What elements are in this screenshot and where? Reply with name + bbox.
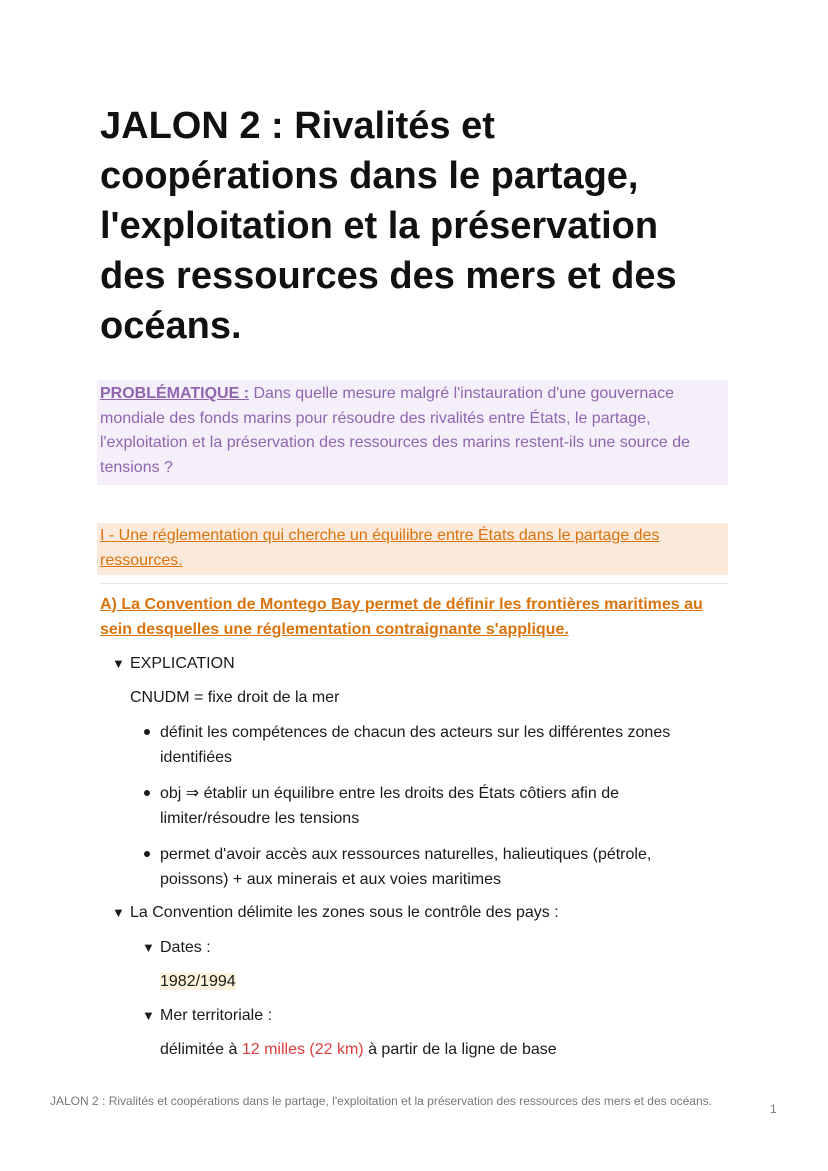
page-number: 1 <box>770 1102 777 1116</box>
toggle-dates-label: Dates : <box>160 939 211 956</box>
problematique-text: Dans quelle mesure malgré l'instauration d'une gouvernace mondiale des fonds marins pour résoudre des rivalités entre États, le partage, l'exploitation et la préservation des ressources des marins restent-ils une source de tensions ? <box>100 385 691 477</box>
page-title: JALON 2 : Rivalités et coopérations dans le partage, l'exploitation et la préservation des ressources des mers et des océans. <box>100 105 677 347</box>
bullet-dot-icon <box>144 851 150 857</box>
mer-distance-highlight: 12 milles (22 km) <box>241 1041 364 1058</box>
toggle-explication[interactable] <box>112 652 235 676</box>
mer-text-after: à partir de la ligne de base <box>363 1041 557 1058</box>
toggle-mer-territoriale[interactable] <box>142 1004 272 1028</box>
triangle-down-icon[interactable]: ▼ <box>112 656 125 671</box>
mer-territoriale-text <box>160 1038 557 1062</box>
toggle-mer-label: Mer territoriale : <box>160 1007 273 1024</box>
toggle-convention-label: La Convention délimite les zones sous le contrôle des pays : <box>130 904 559 921</box>
dates-value <box>160 970 236 994</box>
problematique-callout <box>97 380 728 485</box>
divider <box>100 583 728 584</box>
bullet-dot-icon <box>144 729 150 735</box>
dates-value-text: 1982/1994 <box>160 973 236 990</box>
triangle-down-icon[interactable]: ▼ <box>142 940 155 955</box>
explication-bullet: permet d'avoir accès aux ressources naturelles, halieutiques (pétrole, poissons) + aux minerais et aux voies maritimes <box>160 846 652 888</box>
page-footer: JALON 2 : Rivalités et coopérations dans le partage, l'exploitation et la préservation des ressources des mers et des océans. <box>50 1094 712 1108</box>
section-1-heading[interactable]: I - Une réglementation qui cherche un équilibre entre États dans le partage des ressources. <box>97 523 728 575</box>
toggle-dates[interactable] <box>142 936 211 960</box>
explication-bullet: obj ⇒ établir un équilibre entre les droits des États côtiers afin de limiter/résoudre les tensions <box>160 785 619 827</box>
explication-bullet: définit les compétences de chacun des acteurs sur les différentes zones identifiées <box>160 724 671 766</box>
mer-text-before: délimitée à <box>160 1041 242 1058</box>
toggle-convention-zones[interactable] <box>112 901 559 925</box>
explication-intro: CNUDM = fixe droit de la mer <box>130 689 340 706</box>
bullet-dot-icon <box>144 790 150 796</box>
triangle-down-icon[interactable]: ▼ <box>112 905 125 920</box>
triangle-down-icon[interactable]: ▼ <box>142 1008 155 1023</box>
problematique-label: PROBLÉMATIQUE : <box>100 385 250 402</box>
subsection-a-heading[interactable]: A) La Convention de Montego Bay permet de définir les frontières maritimes au sein desquelles une réglementation contraignante s'applique. <box>100 596 703 638</box>
toggle-explication-label: EXPLICATION <box>130 655 235 672</box>
